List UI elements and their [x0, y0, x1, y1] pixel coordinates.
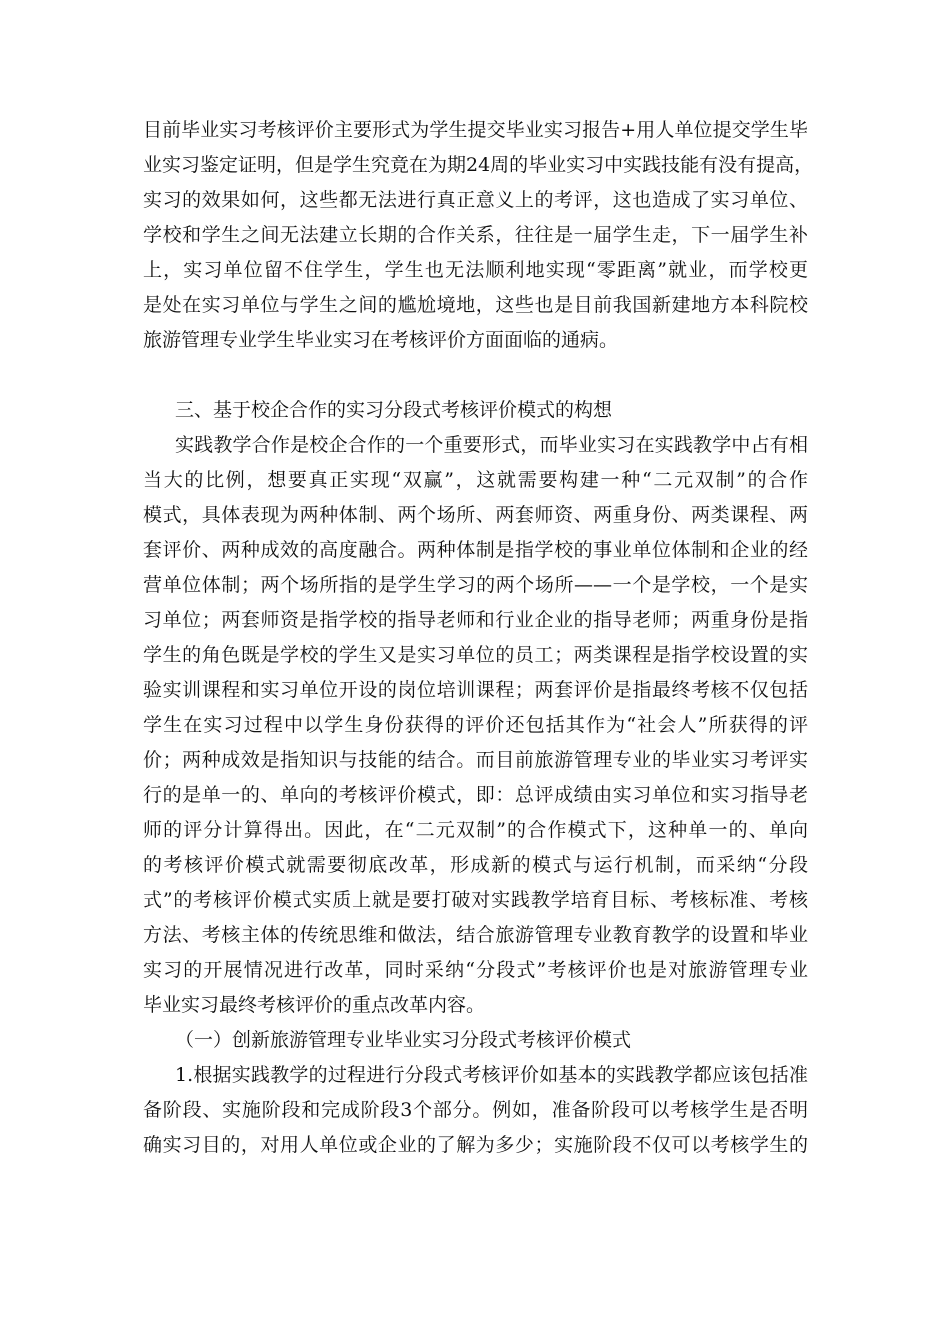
- section-3-heading: 三、基于校企合作的实习分段式考核评价模式的构想: [175, 399, 613, 421]
- section-3-line: 验实训课程和实习单位开设的岗位培训课程；两套评价是指最终考核不仅包括: [143, 679, 808, 701]
- section-3-line: 营单位体制；两个场所指的是学生学习的两个场所——一个是学校，一个是实: [143, 574, 808, 596]
- subsection-1-line: 确实习目的，对用人单位或企业的了解为多少；实施阶段不仅可以考核学生的: [143, 1134, 808, 1156]
- section-3-line: 价；两种成效是指知识与技能的结合。而目前旅游管理专业的毕业实习考评实: [143, 749, 808, 771]
- paragraph-1-line: 上，实习单位留不住学生，学生也无法顺利地实现“零距离”就业，而学校更: [143, 259, 808, 281]
- section-3-line: 的考核评价模式就需要彻底改革，形成新的模式与运行机制，而采纳“分段: [143, 854, 808, 876]
- subsection-1-line: 备阶段、实施阶段和完成阶段3个部分。例如，准备阶段可以考核学生是否明: [143, 1099, 808, 1121]
- section-3-line: 毕业实习最终考核评价的重点改革内容。: [143, 994, 486, 1016]
- section-3-line: 学生的角色既是学校的学生又是实习单位的员工；两类课程是指学校设置的实: [143, 644, 808, 666]
- section-3-line: 式”的考核评价模式实质上就是要打破对实践教学培育目标、考核标准、考核: [143, 889, 808, 911]
- paragraph-1-line: 是处在实习单位与学生之间的尴尬境地，这些也是目前我国新建地方本科院校: [143, 294, 808, 316]
- paragraph-1-line: 实习的效果如何，这些都无法进行真正意义上的考评，这也造成了实习单位、: [143, 189, 808, 211]
- subsection-1-heading: （一）创新旅游管理专业毕业实习分段式考核评价模式: [175, 1029, 632, 1051]
- paragraph-1-line: 旅游管理专业学生毕业实习在考核评价方面面临的通病。: [143, 329, 619, 351]
- paragraph-1-line: 目前毕业实习考核评价主要形式为学生提交毕业实习报告+用人单位提交学生毕: [143, 119, 808, 141]
- section-3-line: 模式，具体表现为两种体制、两个场所、两套师资、两重身份、两类课程、两: [143, 504, 808, 526]
- section-3-line: 套评价、两种成效的高度融合。两种体制是指学校的事业单位体制和企业的经: [143, 539, 808, 561]
- paragraph-1-line: 学校和学生之间无法建立长期的合作关系，往往是一届学生走，下一届学生补: [143, 224, 808, 246]
- section-3-line: 学生在实习过程中以学生身份获得的评价还包括其作为“社会人”所获得的评: [143, 714, 808, 736]
- section-3-line: 当大的比例，想要真正实现“双赢”，这就需要构建一种“二元双制”的合作: [143, 469, 808, 491]
- section-3-line: 实习的开展情况进行改革，同时采纳“分段式”考核评价也是对旅游管理专业: [143, 959, 808, 981]
- paragraph-1-line: 业实习鉴定证明，但是学生究竟在为期24周的毕业实习中实践技能有没有提高，: [143, 154, 814, 176]
- section-3-line: 行的是单一的、单向的考核评价模式，即：总评成绩由实习单位和实习指导老: [143, 784, 808, 806]
- section-3-line: 方法、考核主体的传统思维和做法，结合旅游管理专业教育教学的设置和毕业: [143, 924, 808, 946]
- section-3-line: 师的评分计算得出。因此，在“二元双制”的合作模式下，这种单一的、单向: [143, 819, 808, 841]
- section-3-line: 实践教学合作是校企合作的一个重要形式，而毕业实习在实践教学中占有相: [175, 434, 808, 456]
- subsection-1-line: 1.根据实践教学的过程进行分段式考核评价如基本的实践教学都应该包括准: [175, 1064, 808, 1086]
- section-3-line: 习单位；两套师资是指学校的指导老师和行业企业的指导老师；两重身份是指: [143, 609, 808, 631]
